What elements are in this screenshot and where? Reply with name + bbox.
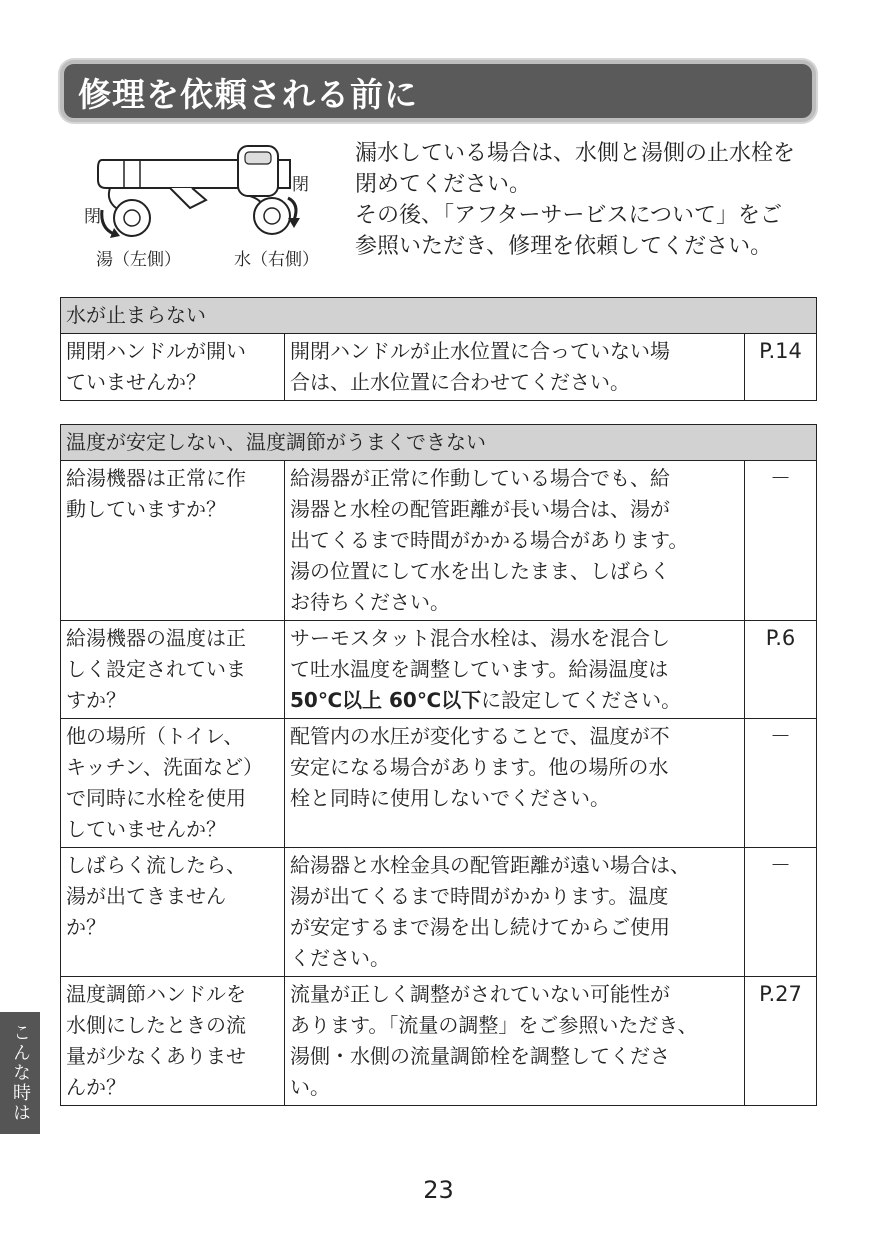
question-line: 給湯機器は正常に作 [66,466,246,490]
question-line: キッチン、洗面など） [66,755,263,779]
question-line: 他の場所（トイレ、 [66,724,244,748]
intro-line: 閉めてください。 [355,172,532,197]
intro-line: 漏水している場合は、水側と湯側の止水栓を [355,141,796,166]
answer-cell [285,848,745,977]
question-line: ていませんか？ [66,370,206,394]
page-reference: P.27 [745,977,817,1106]
page-reference: P.14 [745,334,817,401]
answer-line: 湯器と水栓の配管距離が長い場合は、湯が [290,497,670,521]
answer-cell [285,334,745,401]
answer-cell [285,977,745,1106]
answer-line: て吐水温度を調整しています。給湯温度は [290,657,669,681]
question-line: しばらく流したら、 [66,853,246,877]
answer-line: 給湯器が正常に作動している場合でも、給 [290,466,670,490]
table-header: 水が止まらない [61,298,817,334]
answer-cell [285,719,745,848]
question-line: で同時に水栓を使用 [66,786,246,810]
answer-line: 栓と同時に使用しないでください。 [290,786,610,810]
answer-line: 湯の位置にして水を出したまま、しばらく [290,559,670,583]
answer-cell [285,621,745,719]
caption-hot-side: 湯（左側） [96,250,181,270]
question-line: 開閉ハンドルが開い [66,339,246,363]
question-line: 水側にしたときの流 [66,1013,246,1037]
question-cell [61,461,285,621]
question-line: んか？ [66,1075,126,1099]
question-cell [61,977,285,1106]
table-temperature-unstable [60,424,817,1106]
answer-cell [285,461,745,621]
answer-line: 安定になる場合があります。他の場所の水 [290,755,669,779]
answer-line: 湯が出てくるまで時間がかかります。温度 [290,884,669,908]
page-reference: － [745,461,817,621]
section-side-tab: こんな時は [0,1012,40,1134]
question-line: か？ [66,915,106,939]
question-line: 動していますか？ [66,497,226,521]
answer-line: 出てくるまで時間がかかる場合があります。 [290,528,689,552]
question-cell [61,848,285,977]
page-reference: P.6 [745,621,817,719]
page-title: 修理を依頼される前に [78,75,418,114]
answer-line: 開閉ハンドルが止水位置に合っていない場 [290,339,670,363]
question-cell [61,334,285,401]
answer-line: が安定するまで湯を出し続けてからご使用 [290,915,670,939]
answer-line: サーモスタット混合水栓は、湯水を混合し [290,626,670,650]
answer-line: 湯側・水側の流量調節栓を調整してくださ [290,1044,670,1068]
table-row [61,621,817,719]
intro-text [355,138,825,262]
answer-line: 流量が正しく調整がされていない可能性が [290,982,670,1006]
page-number: 23 [423,1176,454,1204]
table-row [61,848,817,977]
question-line: 給湯機器の温度は正 [66,626,246,650]
answer-line [290,685,739,716]
answer-line: ください。 [290,946,390,970]
question-line: 量が少なくありませ [66,1044,246,1068]
table-row [61,977,817,1106]
question-line: しく設定されていま [66,657,246,681]
temperature-range: 50℃以上 60℃以下 [290,688,482,712]
question-cell [61,621,285,719]
answer-line: い。 [290,1075,330,1099]
page-reference: － [745,848,817,977]
page-reference: － [745,719,817,848]
close-label-hot: 閉 [84,207,101,227]
table-row [61,719,817,848]
answer-line: お待ちください。 [290,590,450,614]
question-line: していませんか？ [66,817,226,841]
caption-cold-side: 水（右側） [234,250,319,270]
question-line: すか？ [66,688,126,712]
table-water-wont-stop [60,297,817,401]
question-line: 温度調節ハンドルを [66,982,246,1006]
intro-line: 参照いただき、修理を依頼してください。 [355,234,773,259]
answer-line: 配管内の水圧が変化することで、温度が不 [290,724,670,748]
table-header: 温度が安定しない、温度調節がうまくできない [61,425,817,461]
answer-line: 合は、止水位置に合わせてください。 [290,370,630,394]
question-line: 湯が出てきません [66,884,226,908]
page-title-bar [60,60,816,122]
table-row [61,334,817,401]
question-cell [61,719,285,848]
answer-line: 給湯器と水栓金具の配管距離が遠い場合は、 [290,853,690,877]
table-row [61,461,817,621]
close-label-cold: 閉 [292,175,309,195]
intro-line: その後、「アフターサービスについて」をご [355,203,783,228]
answer-line: あります。「流量の調整」をご参照いただき、 [290,1013,698,1037]
answer-line-rest: に設定してください。 [481,688,682,712]
